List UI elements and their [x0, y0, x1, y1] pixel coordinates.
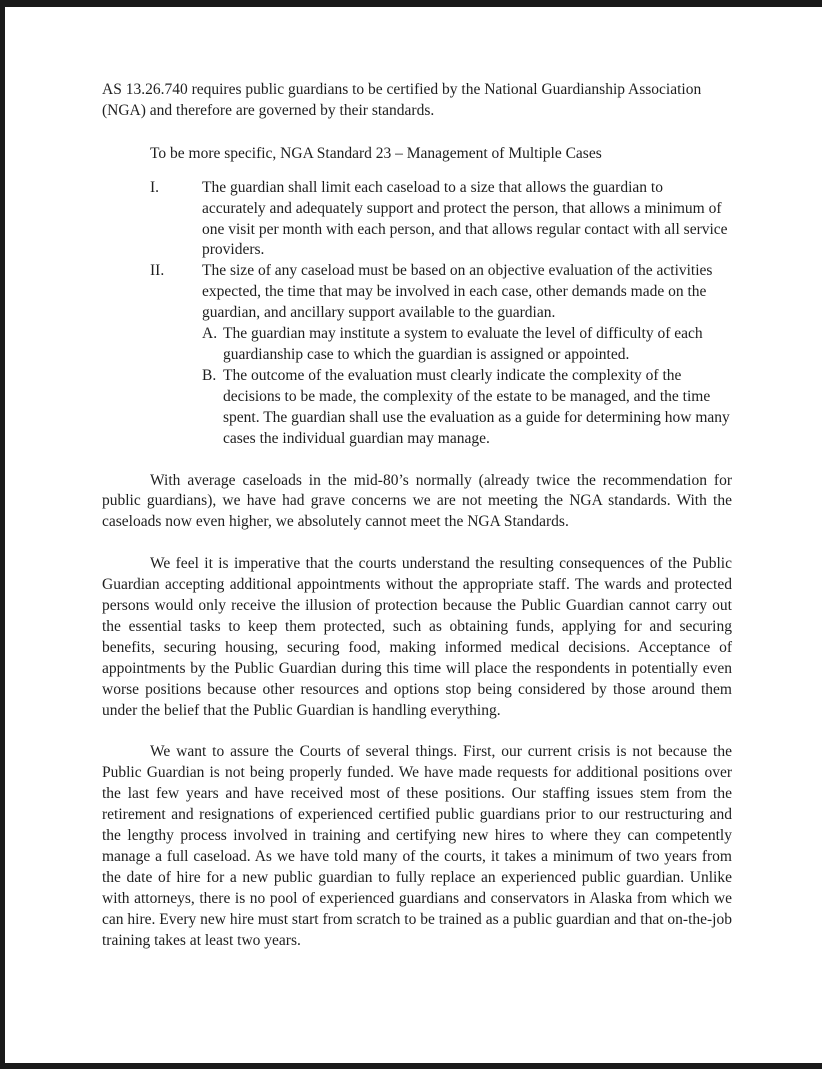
list-item-text: The guardian shall limit each caseload to a size that allows the guardian to accurately and adequately support and protect the person, that allows a minimum of one visit per month with each person, and that allows regular contact with all service providers.	[202, 178, 728, 259]
caseload-paragraph: With average caseloads in the mid-80’s normally (already twice the recommendation for public guardians), we have had grave concerns we are not meeting the NGA standards. With the caseloads now even higher, we absolutely cannot meet the NGA Standards.	[102, 471, 732, 531]
list-item-number: I.	[150, 178, 160, 196]
intro-paragraph: AS 13.26.740 requires public guardians to be certified by the National Guardianship Association (NGA) and therefore are governed by their standards.	[102, 81, 702, 119]
list-item-number: II.	[150, 262, 165, 280]
sub-item-text: The guardian may institute a system to evaluate the level of difficulty of each guardianship case to which the guardian is assigned or appointed.	[223, 325, 703, 363]
document-body	[102, 80, 732, 952]
list-item-ii	[102, 261, 732, 324]
document-page	[5, 7, 822, 1063]
assurance-paragraph: We want to assure the Courts of several things. First, our current crisis is not because the Public Guardian is not being properly funded. We have made requests for additional positions over the last few years and have received most of these positions. Our staffing issues stem from the retirement and resignations of experienced certified public guardians prior to our restructuring and the lengthy process involved in training and certifying new hires to where they can competently manage a full caseload. As we have told many of the courts, it takes a minimum of two years from the date of hire for a new public guardian to fully replace an experienced public guardian. Unlike with attorneys, there is no pool of experienced guardians and conservators in Alaska from which we can hire. Every new hire must start from scratch to be trained as a public guardian and that on-the-job training takes at least two years.	[102, 743, 732, 949]
standard-heading: To be more specific, NGA Standard 23 – Management of Multiple Cases	[150, 144, 602, 162]
sub-item-letter: B.	[202, 366, 217, 384]
list-item-text: The size of any caseload must be based on an objective evaluation of the activities expected, the time that may be involved in each case, other demands made on the guardian, and ancillary support available to the guardian.	[202, 262, 713, 322]
list-item-i	[102, 178, 732, 262]
consequences-paragraph: We feel it is imperative that the courts understand the resulting consequences of the Public Guardian accepting additional appointments without the appropriate staff. The wards and protected persons would only receive the illusion of protection because the Public Guardian cannot carry out the essential tasks to keep them protected, such as obtaining funds, applying for and securing benefits, securing housing, securing food, making informed medical decisions. Acceptance of appointments by the Public Guardian during this time will place the respondents in potentially even worse positions because other resources and options stop being considered by those around them under the belief that the Public Guardian is handling everything.	[102, 555, 732, 719]
sub-item-a	[102, 324, 732, 366]
sub-item-b	[102, 366, 732, 450]
sub-item-letter: A.	[202, 325, 218, 343]
sub-item-text: The outcome of the evaluation must clearly indicate the complexity of the decisions to be made, the complexity of the estate to be managed, and the time spent. The guardian shall use the evaluation as a guide for determining how many cases the individual guardian may manage.	[223, 366, 730, 447]
